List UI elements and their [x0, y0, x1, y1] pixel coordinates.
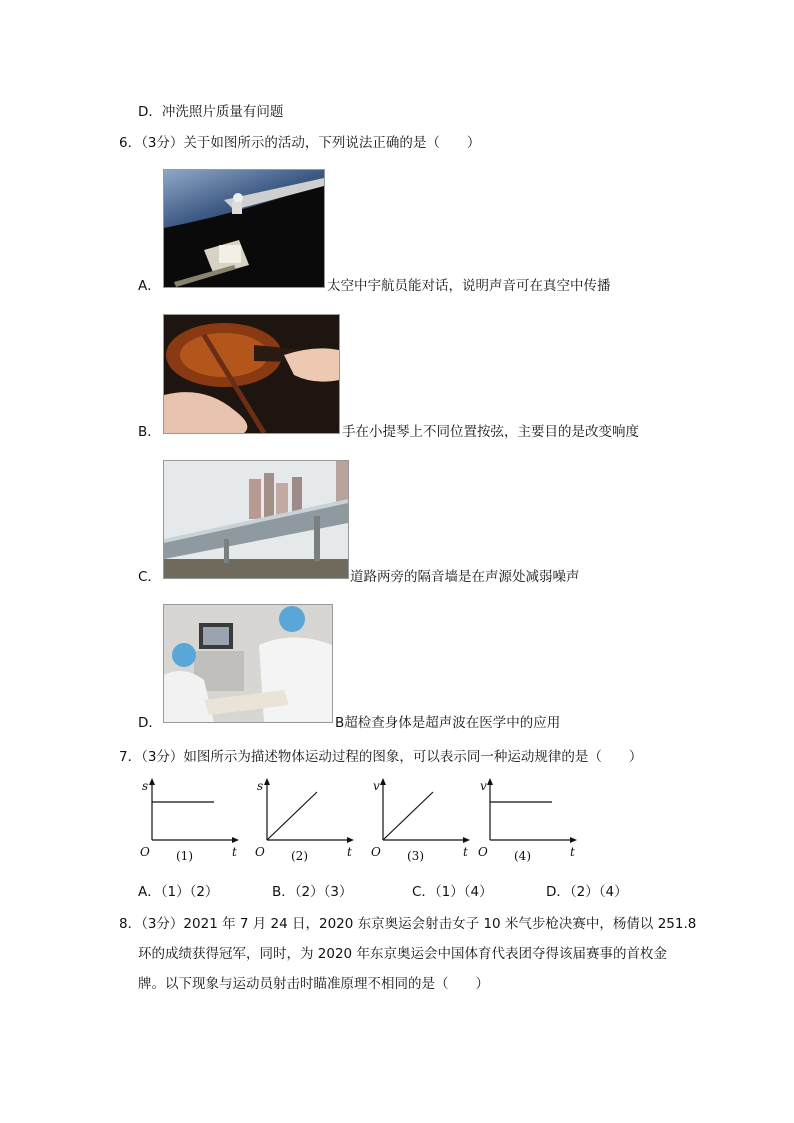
- y-axis-arrow: [380, 778, 386, 785]
- q6-option-d-text: B超检查身体是超声波在医学中的应用: [335, 715, 561, 731]
- y-axis-label: v: [373, 779, 380, 793]
- motion-graph-4: [478, 778, 584, 868]
- q6-stem: 6．（3分）关于如图所示的活动，下列说法正确的是（ ）: [119, 135, 481, 151]
- photo-violin-hands: [163, 314, 340, 434]
- x-axis-arrow: [570, 837, 577, 843]
- y-axis-arrow: [149, 778, 155, 785]
- x-axis-label: t: [232, 845, 237, 859]
- q7-choice-a: A．（1）（2）: [138, 884, 219, 900]
- motion-graph-3: [371, 778, 477, 868]
- q5-option-d: D．冲洗照片质量有问题: [138, 104, 284, 120]
- y-axis-arrow: [487, 778, 493, 785]
- graph-caption: (4): [514, 849, 531, 863]
- graph-caption: (3): [407, 849, 424, 863]
- q7-choice-c: C．（1）（4）: [412, 884, 493, 900]
- x-axis-arrow: [347, 837, 354, 843]
- photo-sound-barrier-road: [163, 460, 349, 579]
- origin-label: O: [478, 845, 488, 859]
- x-axis-label: t: [570, 845, 575, 859]
- y-axis-label: v: [480, 779, 487, 793]
- origin-label: O: [140, 845, 150, 859]
- x-axis-arrow: [463, 837, 470, 843]
- q6-option-b-text: 手在小提琴上不同位置按弦，主要目的是改变响度: [342, 424, 639, 440]
- x-axis-arrow: [232, 837, 239, 843]
- photo-ultrasound-exam: [163, 604, 333, 723]
- motion-graph-1: [140, 778, 246, 868]
- q6-option-a-letter: A．: [138, 278, 161, 294]
- motion-graph-2: [255, 778, 361, 868]
- q8-line-1: 8．（3分）2021 年 7 月 24 日，2020 东京奥运会射击女子 10 米气步枪决赛中，杨倩以 251.8: [119, 916, 697, 932]
- q7-choice-b: B．（2）（3）: [272, 884, 353, 900]
- q6-option-c-text: 道路两旁的隔音墙是在声源处减弱噪声: [350, 569, 580, 585]
- origin-label: O: [255, 845, 265, 859]
- y-axis-label: s: [142, 779, 149, 793]
- x-axis-label: t: [347, 845, 352, 859]
- y-axis-arrow: [264, 778, 270, 785]
- q7-stem: 7．（3分）如图所示为描述物体运动过程的图象，可以表示同一种运动规律的是（ ）: [119, 749, 643, 765]
- graph-caption: (1): [176, 849, 193, 863]
- q6-option-d-letter: D．: [138, 715, 162, 731]
- q7-choice-d: D．（2）（4）: [546, 884, 628, 900]
- photo-astronauts-space: [163, 169, 325, 288]
- x-axis-label: t: [463, 845, 468, 859]
- graph-line: [383, 792, 433, 840]
- y-axis-label: s: [257, 779, 264, 793]
- q8-line-3: 牌。以下现象与运动员射击时瞄准原理不相同的是（ ）: [138, 976, 489, 992]
- q6-option-c-letter: C．: [138, 569, 161, 585]
- q6-option-a-text: 太空中宇航员能对话，说明声音可在真空中传播: [327, 278, 611, 294]
- q8-line-2: 环的成绩获得冠军，同时，为 2020 年东京奥运会中国体育代表团夺得该届赛事的首枚金: [138, 946, 667, 962]
- origin-label: O: [371, 845, 381, 859]
- q6-option-b-letter: B．: [138, 424, 161, 440]
- graph-caption: (2): [291, 849, 308, 863]
- graph-line: [267, 792, 317, 840]
